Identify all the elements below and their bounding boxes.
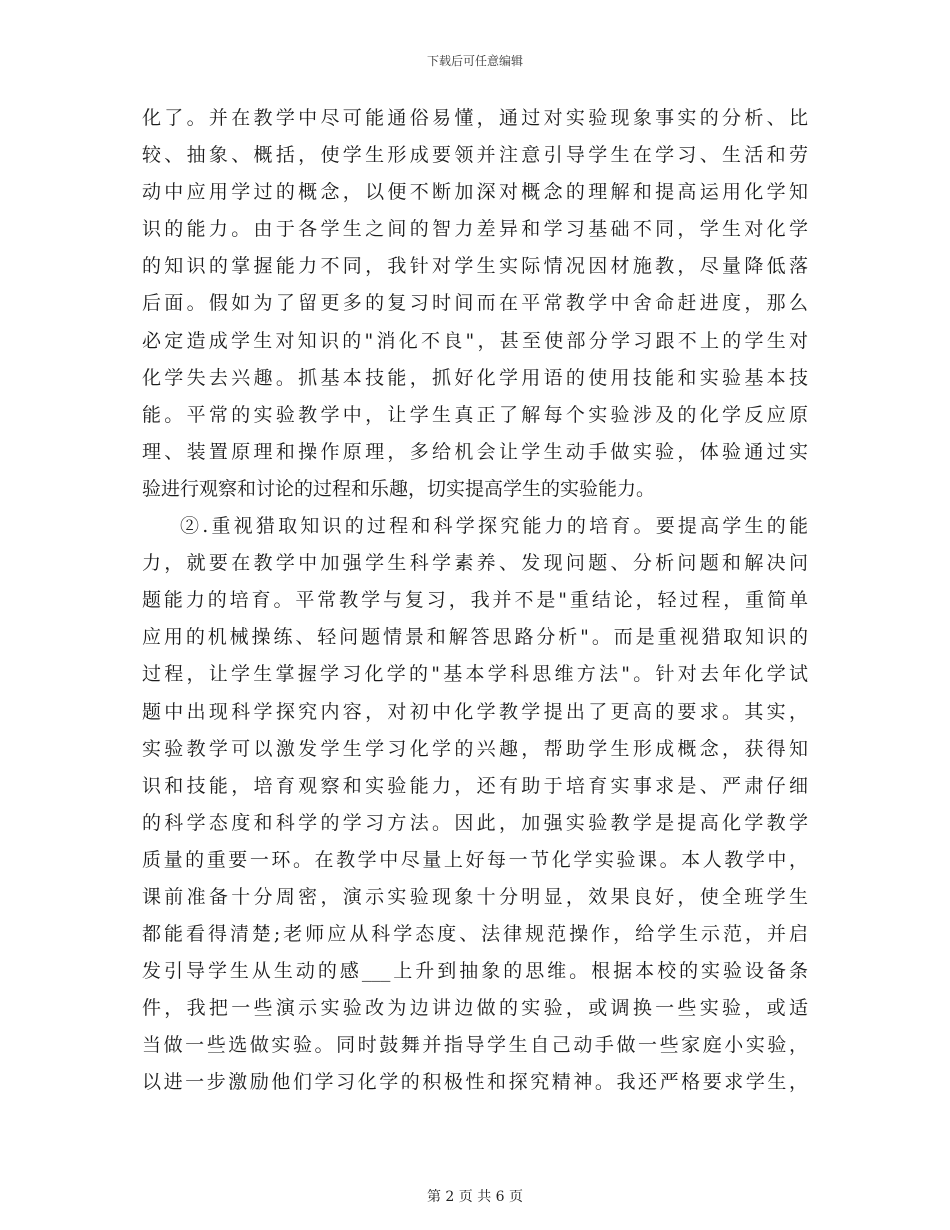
body-line: 识的能力。由于各学生之间的智力差异和学习基础不同，学生对化学: [142, 218, 808, 241]
body-line: 以进一步激励他们学习化学的积极性和探究精神。我还严格要求学生，: [142, 1071, 808, 1094]
body-line: 课前准备十分周密，演示实验现象十分明显，效果良好，使全班学生: [142, 885, 808, 908]
body-line: 应用的机械操练、轻问题情景和解答思路分析"。而是重视猎取知识的: [142, 626, 808, 649]
body-line: 题能力的培育。平常教学与复习，我并不是"重结论，轻过程，重简单: [142, 589, 808, 612]
body-line: 后面。假如为了留更多的复习时间而在平常教学中舍命赶进度，那么: [142, 292, 808, 315]
page-number: 第 2 页 共 6 页: [426, 1189, 524, 1205]
body-line: 的科学态度和科学的学习方法。因此，加强实验教学是提高化学教学: [142, 811, 808, 834]
body-line: 化了。并在教学中尽可能通俗易懂，通过对实验现象事实的分析、比: [142, 107, 808, 129]
body-line: 实验教学可以激发学生学习化学的兴趣，帮助学生形成概念，获得知: [142, 737, 808, 760]
body-line: 质量的重要一环。在教学中尽量上好每一节化学实验课。本人教学中，: [142, 848, 808, 871]
body-line: 较、抽象、概括，使学生形成要领并注意引导学生在学习、生活和劳: [142, 144, 808, 167]
body-line: 题中出现科学探究内容，对初中化学教学提出了更高的要求。其实，: [142, 700, 808, 723]
body-line: 化学失去兴趣。抓基本技能，抓好化学用语的使用技能和实验基本技: [142, 366, 808, 389]
body-line: 理、装置原理和操作原理，多给机会让学生动手做实验，体验通过实: [142, 440, 808, 463]
paragraph-start-line: ②.重视猎取知识的过程和科学探究能力的培育。要提高学生的能: [180, 515, 808, 538]
body-line: 必定造成学生对知识的"消化不良"，甚至使部分学习跟不上的学生对: [142, 329, 808, 352]
paragraph-end-line: 验进行观察和讨论的过程和乐趣，切实提高学生的实验能力。: [142, 477, 656, 500]
body-line: 动中应用学过的概念，以便不断加深对概念的理解和提高运用化学知: [142, 181, 808, 204]
body-line: 能。平常的实验教学中，让学生真正了解每个实验涉及的化学反应原: [142, 403, 808, 426]
body-line: 过程，让学生掌握学习化学的"基本学科思维方法"。针对去年化学试: [142, 663, 808, 686]
body-line: 发引导学生从生动的感___上升到抽象的思维。根据本校的实验设备条: [142, 960, 808, 983]
body-line: 识和技能，培育观察和实验能力，还有助于培育实事求是、严肃仔细: [142, 774, 808, 797]
page-header-note: 下载后可任意编辑: [426, 54, 523, 68]
document-body: [142, 100, 808, 1102]
body-line: 的知识的掌握能力不同，我针对学生实际情况因材施教，尽量降低落: [142, 255, 808, 278]
body-line: 件，我把一些演示实验改为边讲边做的实验，或调换一些实验，或适: [142, 997, 808, 1020]
body-line: 当做一些选做实验。同时鼓舞并指导学生自己动手做一些家庭小实验，: [142, 1034, 808, 1057]
body-line: 都能看得清楚;老师应从科学态度、法律规范操作，给学生示范，并启: [142, 923, 808, 946]
body-line: 力，就要在教学中加强学生科学素养、发现问题、分析问题和解决问: [142, 552, 808, 575]
